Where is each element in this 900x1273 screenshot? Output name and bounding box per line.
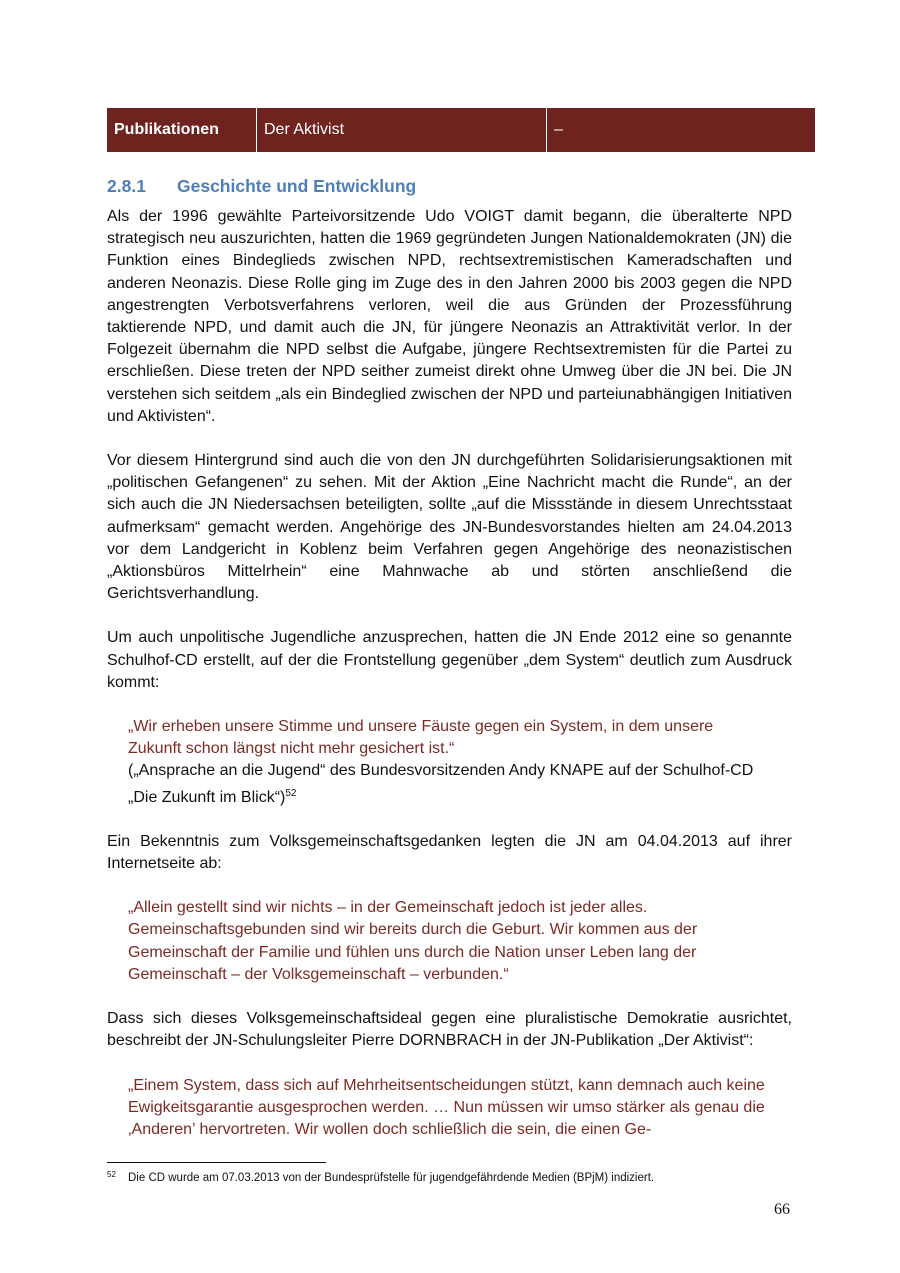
footnote-number: 52 bbox=[107, 1170, 116, 1179]
quote-source bbox=[128, 760, 768, 808]
publication-title: Der Aktivist bbox=[257, 108, 547, 152]
block-quote: „Einem System, dass sich auf Mehrheitsentscheidungen stützt, kann demnach auch keine Ewigkeitsgarantie ausgesprochen werden. … Nun müssen wir umso stärker als genau die ‚Anderen’ hervortreten. Wir wollen doch schließlich die sein, die einen Ge- bbox=[128, 1076, 765, 1138]
paragraph: Ein Bekenntnis zum Volksgemeinschaftsgedanken legten die JN am 04.04.2013 auf ihrer Internetseite ab: bbox=[107, 832, 792, 873]
quote-block bbox=[128, 1075, 768, 1142]
section-number: 2.8.1 bbox=[107, 176, 146, 196]
publications-label: Publikationen bbox=[107, 108, 257, 152]
paragraph: Als der 1996 gewählte Parteivorsitzende Udo VOIGT damit begann, die überalterte NPD strategisch neu auszurichten, hatten die 1969 gegründeten Jungen Nationaldemokraten (JN) die Funktion eines Bindeglieds zwischen NPD, rechtsextremistischen Kameradschaften und anderen Neonazis. Diese Rolle ging im Zuge des in den Jahren 2000 bis 2003 gegen die NPD angestrengten Verbotsverfahrens verloren, weil die aus Gründen der Prozessführung taktierende NPD, und damit auch die JN, für jüngere Neonazis an Attraktivität verlor. In der Folgezeit übernahm die NPD selbst die Aufgabe, jüngere Rechtsextremisten für die Partei zu erschließen. Diese treten der NPD seither zumeist direkt ohne Umweg über die JN bei. Die JN verstehen sich seitdem „als ein Bindeglied zwischen der NPD und parteiunabhängigen Initiativen und Aktivisten“. bbox=[107, 208, 792, 425]
section-heading bbox=[107, 176, 416, 197]
block-quote: „Wir erheben unsere Stimme und unsere Fäuste gegen ein System, in dem unsere Zukunft schon längst nicht mehr gesichert ist.“ bbox=[128, 718, 714, 758]
page-number: 66 bbox=[774, 1201, 790, 1218]
footnote-text: Die CD wurde am 07.03.2013 von der Bundesprüfstelle für jugendgefährdende Medien (BPjM) indiziert. bbox=[128, 1172, 655, 1184]
body-text bbox=[107, 206, 792, 1163]
quote-block bbox=[128, 897, 768, 986]
footnote-reference[interactable]: 52 bbox=[285, 787, 297, 799]
footnote-separator bbox=[107, 1162, 326, 1163]
publication-extra: – bbox=[554, 121, 563, 138]
paragraph: Dass sich dieses Volksgemeinschaftsideal gegen eine pluralistische Demokratie ausrichtet, beschreibt der JN-Schulungsleiter Pierre DORNBRACH in der JN-Publikation „Der Aktivist“: bbox=[107, 1010, 792, 1050]
section-title: Geschichte und Entwicklung bbox=[177, 176, 417, 196]
publications-table bbox=[107, 108, 815, 152]
quote-source-text: („Ansprache an die Jugend“ des Bundesvorsitzenden Andy KNAPE auf der Schulhof-CD „Die Zukunft im Blick“) bbox=[128, 762, 754, 806]
footnote bbox=[107, 1170, 654, 1184]
quote-block bbox=[128, 716, 768, 809]
paragraph: Um auch unpolitische Jugendliche anzusprechen, hatten die JN Ende 2012 eine so genannte Schulhof-CD erstellt, auf der die Frontstellung gegenüber „dem System“ deutlich zum Ausdruck kommt: bbox=[107, 629, 792, 691]
block-quote: „Allein gestellt sind wir nichts – in der Gemeinschaft jedoch ist jeder alles. Gemeinschaftsgebunden sind wir bereits durch die Geburt. Wir kommen aus der Gemeinschaft der Familie und fühlen uns durch die Nation unser Leben lang der Gemeinschaft – der Volksgemeinschaft – verbunden.“ bbox=[128, 899, 698, 983]
paragraph: Vor diesem Hintergrund sind auch die von den JN durchgeführten Solidarisierungsaktionen mit „politischen Gefangenen“ zu sehen. Mit der Aktion „Eine Nachricht macht die Runde“, an der sich auch die JN Niedersachsen beteiligten, sollte „auf die Missstände in diesem Unrechtsstaat aufmerksam“ gemacht werden. Angehörige des JN-Bundesvorstandes hielten am 24.04.2013 vor dem Landgericht in Koblenz beim Verfahren gegen Angehörige des neonazistischen „Aktionsbüros Mittelrhein“ eine Mahnwache ab und störten anschließend die Gerichtsverhandlung. bbox=[107, 452, 792, 603]
